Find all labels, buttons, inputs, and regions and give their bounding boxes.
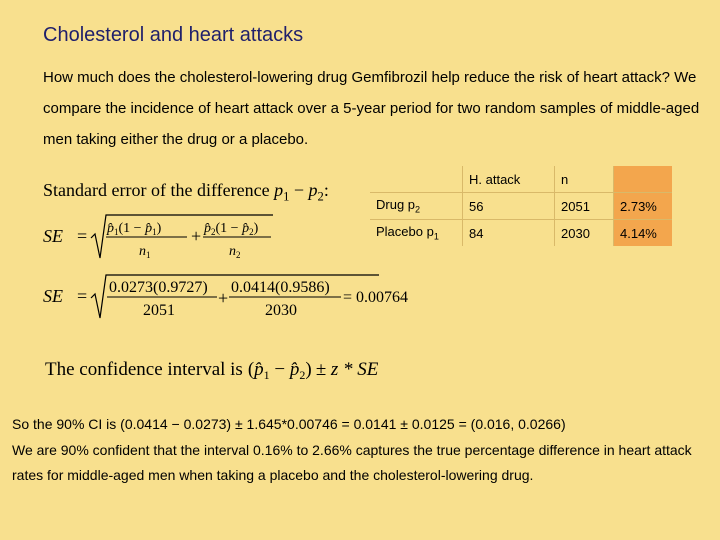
table-header-cell: H. attack (463, 166, 555, 193)
numeric-result: = 0.00764 (343, 289, 409, 306)
data-table (370, 166, 672, 246)
term2-one-minus: (1 − (215, 221, 243, 236)
term1-p-sub-inner: 1 (152, 227, 157, 237)
ci-p-hat-2: p̂ (289, 359, 300, 380)
term1-numerator (106, 221, 162, 237)
term2-numerator (203, 221, 259, 237)
se-formula-equals: = (77, 226, 88, 246)
se-heading-p1-sub: 1 (283, 189, 290, 204)
term2-denominator (229, 244, 241, 260)
row-label-sub: 2 (415, 204, 421, 215)
ci-result: So the 90% CI is (0.0414 − 0.0273) ± 1.645*0.00746 = 0.0141 ± 0.0125 = (0.016, 0.0266) (12, 416, 566, 432)
row-label-text: Placebo p (376, 224, 434, 240)
conclusion (12, 412, 712, 488)
se-heading-p2-sub: 2 (317, 189, 324, 204)
attack-count: 84 (463, 220, 555, 247)
term2-p-hat: p̂ (204, 221, 211, 236)
term2-p-hat-inner: p̂ (242, 221, 250, 236)
interpretation: We are 90% confident that the interval 0.16% to 2.66% captures the true percentage difference in heart attack rates for middle-aged men when taking a placebo and the cholesterol-lowering drug. (12, 442, 692, 483)
attack-rate: 2.73% (614, 193, 673, 220)
term1-close: ) (156, 221, 162, 236)
numeric-num1: 0.0273(0.9727) (109, 279, 208, 296)
ci-p-hat-1: p̂ (254, 359, 264, 380)
se-numeric-equals: = (77, 286, 88, 306)
se-formula-general (43, 210, 273, 266)
term1-denominator (139, 244, 151, 260)
term2-n-sub: 2 (236, 250, 241, 260)
attack-count: 56 (463, 193, 555, 220)
table-row (370, 193, 672, 220)
term1-n-sub: 1 (146, 250, 151, 260)
row-label-text: Drug p (376, 197, 416, 213)
ci-close: ) (305, 359, 312, 380)
table-header-row (370, 166, 672, 193)
table-header-cell (370, 166, 463, 193)
se-heading-p1: p (274, 180, 284, 200)
se-heading-colon: : (323, 180, 329, 200)
ci-p-sub-1: 1 (263, 368, 270, 382)
numeric-den2: 2030 (265, 302, 297, 319)
term2-p-sub: 2 (211, 227, 216, 237)
se-formula-numeric (43, 272, 433, 322)
ci-formula (45, 353, 415, 385)
ci-rest: ± z * SE (315, 359, 379, 380)
row-label (370, 220, 463, 247)
numeric-den1: 2051 (143, 302, 175, 319)
attack-rate: 4.14% (614, 220, 673, 247)
term1-p-sub: 1 (114, 227, 119, 237)
se-formula-plus: + (191, 226, 202, 246)
sample-size: 2030 (555, 220, 614, 247)
term2-n: n (229, 244, 236, 259)
se-heading-minus: − (289, 180, 309, 200)
se-formula-lhs: SE (43, 226, 63, 246)
term1-n: n (139, 244, 146, 259)
se-heading-p2: p (308, 180, 318, 200)
term1-p-hat-inner: p̂ (145, 221, 153, 236)
numeric-num2: 0.0414(0.9586) (231, 279, 330, 296)
se-numeric-lhs: SE (43, 286, 63, 306)
table-row (370, 220, 672, 247)
ci-formula-text (45, 359, 379, 382)
table-header-cell (614, 166, 673, 193)
row-label-sub: 1 (433, 231, 439, 242)
term2-p-sub-inner: 2 (249, 227, 254, 237)
ci-minus: − (269, 359, 290, 380)
sample-size: 2051 (555, 193, 614, 220)
se-heading-text: Standard error of the difference (43, 180, 270, 200)
term1-one-minus: (1 − (118, 221, 146, 236)
page-title: Cholesterol and heart attacks (43, 24, 304, 46)
se-heading (43, 180, 329, 205)
term2-close: ) (253, 221, 259, 236)
ci-open: ( (247, 359, 255, 380)
ci-text: The confidence interval is (45, 359, 243, 380)
term1-p-hat: p̂ (107, 221, 114, 236)
ci-p-sub-2: 2 (299, 368, 306, 382)
row-label (370, 193, 463, 220)
numeric-plus: + (218, 288, 229, 308)
intro-paragraph: How much does the cholesterol-lowering drug Gemfibrozil help reduce the risk of heart attack? We compare the incidence of heart attack over a 5-year period for two random samples of middle-aged men taking either the drug or a placebo. (43, 69, 700, 148)
table-header-cell: n (555, 166, 614, 193)
